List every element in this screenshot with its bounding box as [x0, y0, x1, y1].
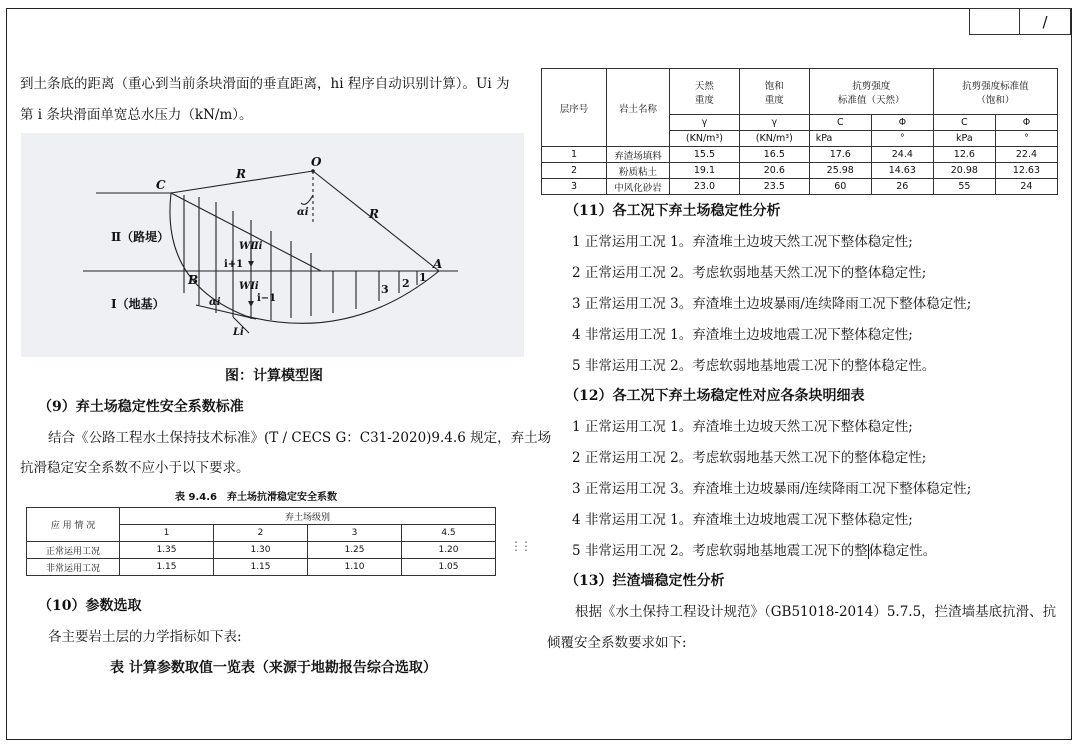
sec11-item: 4 非常运用工况 1。弃渣堆土边坡地震工况下整体稳定性;	[572, 327, 913, 343]
table-cell: 1.35	[120, 542, 214, 559]
unit-cell: kPa	[933, 131, 995, 147]
label-zone-2: Ⅱ（路堤）	[111, 230, 170, 244]
sec11-item: 1 正常运用工况 1。弃渣堆土边坡天然工况下整体稳定性;	[572, 234, 913, 250]
table-cell: 1.10	[308, 559, 402, 576]
table-cell: 1	[542, 147, 607, 163]
unit-cell: (KN/m³)	[670, 131, 740, 147]
unit-cell: °	[995, 131, 1057, 147]
table-cell: 20.6	[739, 163, 809, 179]
h-nat-weight: 天然 重度	[670, 69, 740, 115]
table-cell: 14.63	[871, 163, 933, 179]
sec12-item-5-a: 5 非常运用工况 2。考虑软弱地基地震工况下的整	[572, 543, 868, 559]
col-application: 应 用 情 况	[27, 508, 120, 542]
table-row	[542, 163, 1058, 179]
table-cell: 12.63	[995, 163, 1057, 179]
page-number-total: /	[1042, 12, 1048, 31]
grade-header: 3	[308, 525, 402, 542]
table-cell: 19.1	[670, 163, 740, 179]
sec13-line-1: 根据《水土保持工程设计规范》（GB51018-2014）5.7.5，拦渣墙基底抗滑、抗	[575, 604, 1057, 620]
table-row	[27, 559, 496, 576]
label-W1: WⅠi	[239, 281, 259, 292]
sym-cell: Φ	[871, 115, 933, 131]
table-cell: 2	[542, 163, 607, 179]
h-shear-sat: 抗剪强度标准值 （饱和）	[933, 69, 1057, 115]
sec13-heading: （13）拦渣墙稳定性分析	[565, 573, 725, 589]
label-alpha-top: αi	[297, 207, 309, 218]
table946-title: 表 9.4.6 弃土场抗滑稳定安全系数	[175, 492, 337, 503]
table-cell: 3	[542, 179, 607, 195]
intro-line-2: 第 i 条块滑面单宽总水压力（kN/m）。	[20, 107, 253, 123]
table-row	[542, 147, 1058, 163]
sec10-heading: （10）参数选取	[38, 598, 142, 614]
table-cell: 粉质粘土	[607, 163, 670, 179]
table-cell: 弃渣场填料	[607, 147, 670, 163]
table-cell: 20.98	[933, 163, 995, 179]
grade-header: 1	[120, 525, 214, 542]
table-cell: 24.4	[871, 147, 933, 163]
sec11-item: 5 非常运用工况 2。考虑软弱地基地震工况下的整体稳定性。	[572, 358, 936, 374]
grade-header: 2	[214, 525, 308, 542]
label-C: C	[156, 178, 166, 192]
page-number-box	[969, 8, 1071, 35]
table-cell: 1.15	[214, 559, 308, 576]
table-cell: 12.6	[933, 147, 995, 163]
label-slice-1: 1	[419, 271, 427, 284]
sec12-item: 1 正常运用工况 1。弃渣堆土边坡天然工况下整体稳定性;	[572, 419, 913, 435]
table-cell: 1.20	[402, 542, 496, 559]
sec12-item: 4 非常运用工况 1。弃渣堆土边坡地震工况下整体稳定性;	[572, 512, 913, 528]
table-cell: 中风化砂岩	[607, 179, 670, 195]
label-R2: R	[369, 207, 379, 221]
table-cell: 23.5	[739, 179, 809, 195]
sec13-line-2: 倾覆安全系数要求如下:	[547, 635, 687, 651]
slip-circle-figure	[21, 133, 524, 357]
param-table-caption: 表 计算参数取值一览表（来源于地勘报告综合选取）	[110, 660, 437, 676]
label-W2: WⅡi	[239, 241, 263, 252]
table-cell: 25.98	[809, 163, 871, 179]
calc-model-diagram	[21, 133, 524, 357]
sec11-item: 2 正常运用工况 2。考虑软弱地基天然工况下的整体稳定性;	[572, 265, 927, 281]
table-row	[542, 179, 1058, 195]
intro-line-1: 到土条底的距离（重心到当前条块滑面的垂直距离，hi 程序自动识别计算）。Ui 为	[20, 76, 510, 92]
table-cell: 1.30	[214, 542, 308, 559]
soil-param-table	[541, 68, 1058, 195]
table-row	[27, 542, 496, 559]
sec12-item: 3 正常运用工况 3。弃渣堆土边坡暴雨/连续降雨工况下整体稳定性;	[572, 481, 972, 497]
sec11-heading: （11）各工况下弃土场稳定性分析	[565, 203, 781, 219]
label-O: O	[311, 155, 322, 169]
sym-cell: Φ	[995, 115, 1057, 131]
table-cell: 22.4	[995, 147, 1057, 163]
grade-header: 4.5	[402, 525, 496, 542]
embankment-slope	[171, 193, 321, 271]
sec12-item: 2 正常运用工况 2。考虑软弱地基天然工况下的整体稳定性;	[572, 450, 927, 466]
table-cell: 1.15	[120, 559, 214, 576]
sec12-heading: （12）各工况下弃土场稳定性对应各条块明细表	[565, 388, 865, 404]
figure-caption: 图：计算模型图	[225, 368, 323, 384]
label-L: Li	[233, 327, 244, 338]
row-label: 正常运用工况	[27, 542, 120, 559]
unit-cell: °	[871, 131, 933, 147]
sec10-line-1: 各主要岩土层的力学指标如下表:	[48, 629, 242, 645]
table-cell: 23.0	[670, 179, 740, 195]
radius-line-right	[313, 171, 439, 271]
table-cell: 1.25	[308, 542, 402, 559]
table-cell: 60	[809, 179, 871, 195]
h-name: 岩土名称	[607, 69, 670, 147]
label-slice-3: 3	[381, 283, 389, 296]
label-i-minus-1: i−1	[257, 293, 277, 304]
sec11-item: 3 正常运用工况 3。弃渣堆土边坡暴雨/连续降雨工况下整体稳定性;	[572, 296, 972, 312]
unit-cell: (KN/m³)	[739, 131, 809, 147]
label-zone-1: Ⅰ（地基）	[111, 297, 165, 311]
table-cell: 15.5	[670, 147, 740, 163]
label-A: A	[433, 257, 443, 271]
h-shear-nat: 抗剪强度 标准值（天然）	[809, 69, 933, 115]
page-number-current	[970, 9, 1020, 34]
table-cell: 24	[995, 179, 1057, 195]
h-sat-weight: 饱和 重度	[739, 69, 809, 115]
table-cell: 17.6	[809, 147, 871, 163]
sym-cell: γ	[670, 115, 740, 131]
table-cell: 26	[871, 179, 933, 195]
h-layer: 层序号	[542, 69, 607, 147]
label-R1: R	[236, 167, 246, 181]
sym-cell: γ	[739, 115, 809, 131]
safety-factor-table	[26, 507, 496, 576]
label-alpha-bottom: αi	[209, 297, 221, 308]
table-cell: 16.5	[739, 147, 809, 163]
table-cell: 1.05	[402, 559, 496, 576]
sym-cell: C	[933, 115, 995, 131]
row-label: 非常运用工况	[27, 559, 120, 576]
col-grade: 弃土场级别	[120, 508, 496, 525]
label-i-plus-1: i+1	[224, 259, 244, 270]
sec9-line-1: 结合《公路工程水土保持技术标准》(T / CECS G：C31-2020)9.4.6 规定，弃土场	[48, 430, 552, 446]
table-cell: 55	[933, 179, 995, 195]
label-slice-2: 2	[402, 277, 410, 290]
sym-cell: C	[809, 115, 871, 131]
drag-handle-icon[interactable]: ⋮⋮	[510, 539, 530, 553]
sec9-line-2: 抗滑稳定安全系数不应小于以下要求。	[20, 460, 250, 476]
unit-cell: kPa	[809, 131, 871, 147]
sec9-heading: （9）弃土场稳定性安全系数标准	[38, 399, 244, 415]
sec12-item-5[interactable]	[572, 541, 936, 561]
label-B: B	[188, 273, 199, 287]
sec12-item-5-b: 体稳定性。	[868, 543, 937, 559]
